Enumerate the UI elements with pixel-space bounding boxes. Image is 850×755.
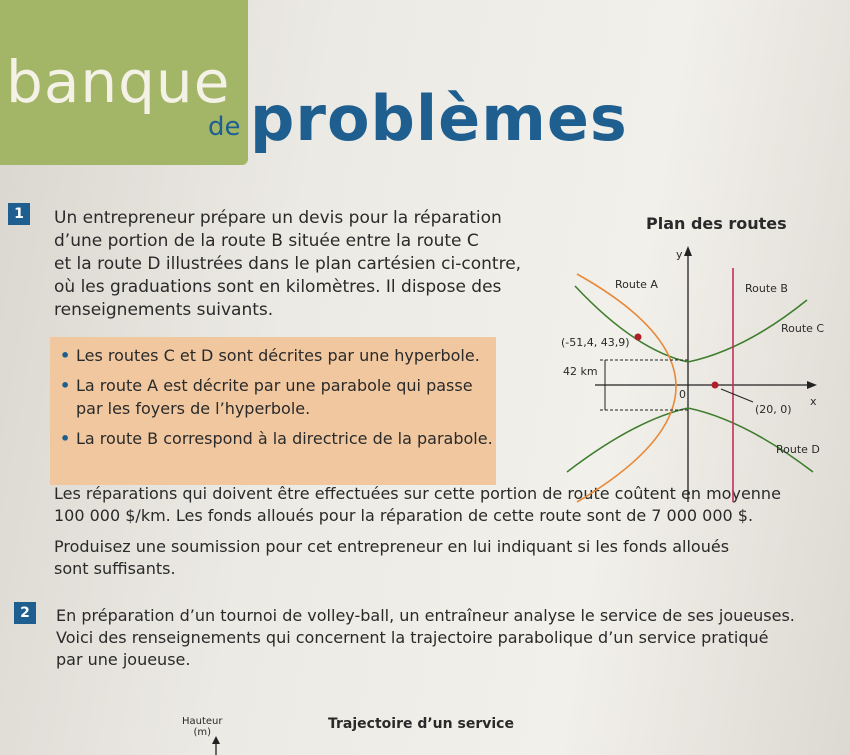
bullet-item	[60, 374, 473, 420]
question-line: sont suffisants.	[54, 559, 176, 578]
title-de: de	[208, 112, 241, 142]
point-label: (-51,4, 43,9)	[561, 336, 630, 349]
question-line: Produisez une soumission pour cet entrepreneur en lui indiquant si les fonds alloués	[54, 537, 730, 556]
problem-2-text	[56, 605, 795, 671]
y-axis-label: y	[676, 248, 683, 261]
intro-line: où les graduations sont en kilomètres. Il dispose des	[54, 277, 502, 297]
bullet-icon: •	[60, 346, 71, 365]
bullet-text: La route A est décrite par une parabole qui passe	[76, 376, 473, 395]
route-d-label: Route D	[776, 443, 820, 456]
y-axis-unit: (m)	[193, 727, 212, 738]
focus-point	[712, 382, 719, 389]
figure-2-arrow-icon	[212, 736, 220, 744]
hyperbola-point	[635, 334, 642, 341]
route-a-curve	[577, 274, 676, 502]
x-axis-label: x	[810, 395, 817, 408]
problem-2-line: par une joueuse.	[56, 650, 191, 669]
bullet-item	[60, 344, 480, 367]
focus-pointer	[721, 389, 753, 402]
problem-1-question	[54, 536, 729, 580]
roads-graph	[555, 240, 825, 510]
y-axis-word: Hauteur	[182, 716, 223, 727]
intro-line: d’une portion de la route B située entre la route C	[54, 231, 479, 251]
route-c-curve	[575, 286, 807, 362]
bullet-item	[60, 427, 493, 450]
bullet-text: Les routes C et D sont décrites par une hyperbole.	[76, 346, 480, 365]
route-c-label: Route C	[781, 322, 825, 335]
bullet-text: La route B correspond à la directrice de la parabole.	[76, 429, 493, 448]
intro-line: Un entrepreneur prépare un devis pour la réparation	[54, 208, 502, 228]
cost-line: 100 000 $/km. Les fonds alloués pour la réparation de cette route sont de 7 000 000 $.	[54, 506, 754, 525]
figure-2-y-axis-label	[182, 716, 223, 738]
y-axis-arrow-icon	[684, 246, 692, 256]
figure-2-title: Trajectoire d’un service	[328, 716, 514, 732]
route-d-curve	[567, 408, 813, 472]
distance-label: 42 km	[563, 365, 598, 378]
problem-2-line: En préparation d’un tournoi de volley-ball, un entraîneur analyse le service de ses joueuses.	[56, 606, 795, 625]
title-problemes: problèmes	[250, 82, 628, 155]
focus-label: (20, 0)	[755, 403, 792, 416]
figure-2-axis	[208, 736, 224, 755]
problem-2-line: Voici des renseignements qui concernent la trajectoire parabolique d’un service pratiqué	[56, 628, 769, 647]
problem-1-intro	[54, 207, 521, 322]
problem-1-number: 1	[8, 203, 30, 225]
title-banque: banque	[6, 48, 231, 116]
intro-line: et la route D illustrées dans le plan cartésien ci-contre,	[54, 254, 522, 274]
route-a-label: Route A	[615, 278, 658, 291]
cost-line: Les réparations qui doivent être effectuées sur cette portion de route coûtent en moyenne	[54, 484, 781, 503]
intro-line: renseignements suivants.	[54, 300, 274, 320]
info-box	[50, 337, 496, 485]
bullet-icon: •	[60, 429, 71, 448]
origin-label: 0	[679, 388, 686, 401]
bullet-icon: •	[60, 376, 71, 395]
bullet-text: par les foyers de l’hyperbole.	[76, 399, 311, 418]
x-axis-arrow-icon	[807, 381, 817, 389]
problem-2-number: 2	[14, 602, 36, 624]
chart-title: Plan des routes	[646, 214, 787, 233]
route-b-label: Route B	[745, 282, 788, 295]
